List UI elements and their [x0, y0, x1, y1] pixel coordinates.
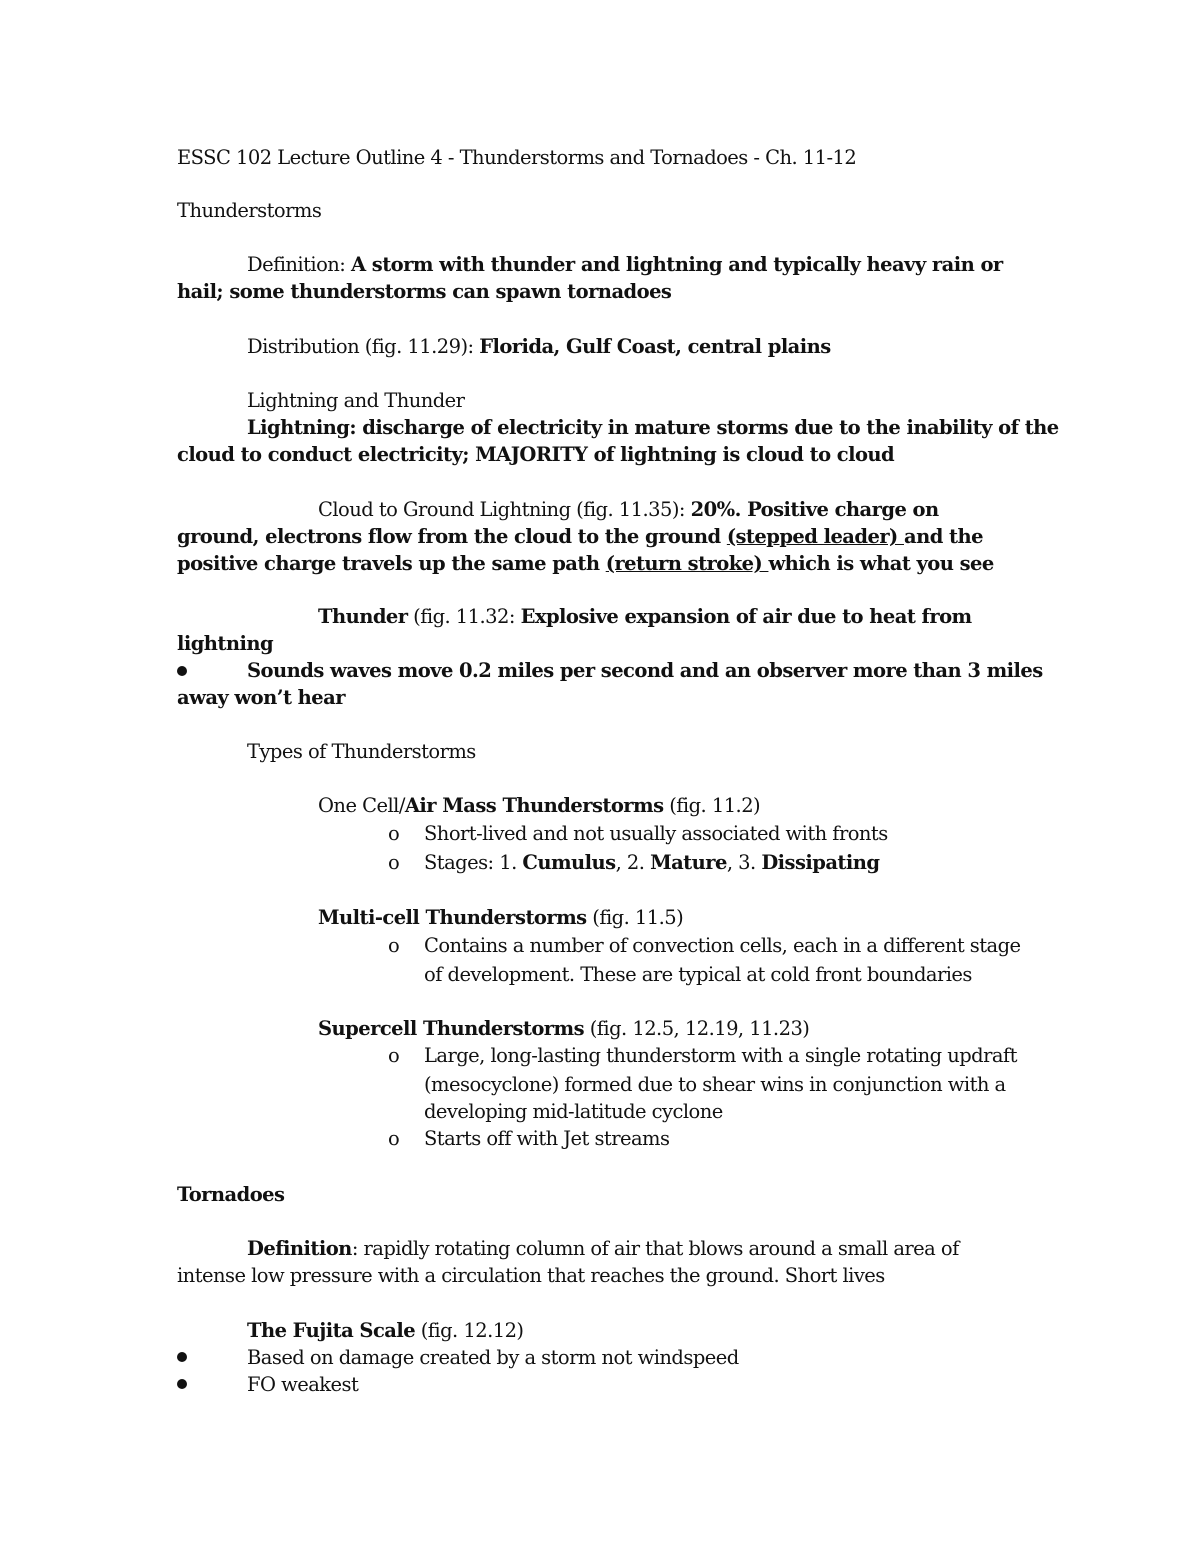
cloud-ground-line-2 — [177, 523, 983, 550]
lightning-line-2 — [177, 441, 894, 468]
lightning-label: Lightning — [247, 416, 350, 439]
multi-cell-title — [318, 904, 683, 931]
one-cell-item-1: Short-lived and not usually associated with fronts — [424, 822, 888, 845]
one-cell-fig: (fig. 11.2) — [663, 794, 761, 817]
tornado-definition-label: Definition — [247, 1237, 352, 1260]
return-stroke: (return stroke) — [605, 552, 769, 575]
definition-label: Definition: — [247, 253, 351, 276]
supercell-title — [318, 1015, 809, 1042]
fujita-title-text: The Fujita Scale — [247, 1319, 416, 1342]
supercell-item-1-cont-1: (mesocyclone) formed due to shear wins in conjunction with a — [424, 1073, 1006, 1096]
fujita-item-2: FO weakest — [247, 1373, 359, 1396]
multi-cell-item-1-cont: of development. These are typical at cold front boundaries — [424, 963, 972, 986]
multi-cell-title-text: Multi-cell Thunderstorms — [318, 906, 587, 929]
lightning-line-1 — [247, 414, 1059, 441]
cloud-ground-label: Cloud to Ground Lightning (fig. 11.35): — [318, 498, 691, 521]
stages-label: Stages: 1. — [424, 851, 523, 874]
one-cell-title-a: One Cell/ — [318, 794, 405, 817]
cloud-ground-line-1 — [318, 496, 939, 523]
thunder-line-1 — [318, 603, 972, 630]
section-heading-tornadoes — [177, 1181, 284, 1208]
one-cell-title — [318, 792, 760, 819]
sound-line-2 — [177, 684, 345, 711]
thunder-label: Thunder — [318, 605, 408, 628]
stage-mature: Mature — [650, 851, 727, 874]
tornado-definition-line-2: intense low pressure with a circulation that reaches the ground. Short lives — [177, 1264, 885, 1287]
stage-sep-2: , 3. — [726, 851, 762, 874]
supercell-item-1: Large, long-lasting thunderstorm with a single rotating updraft — [424, 1044, 1017, 1067]
definition-text: A storm with thunder and lightning and typically heavy rain or — [350, 253, 1003, 276]
sound-text-cont: away won’t hear — [177, 686, 345, 709]
lightning-text-cont: cloud to conduct electricity; MAJORITY of lightning is cloud to cloud — [177, 443, 895, 466]
fujita-title — [247, 1317, 524, 1344]
supercell-title-text: Supercell Thunderstorms — [318, 1017, 585, 1040]
tornado-definition-text: : rapidly rotating column of air that blows around a small area of — [351, 1237, 959, 1260]
definition-text-cont: hail; some thunderstorms can spawn tornadoes — [177, 280, 672, 303]
multi-cell-fig: (fig. 11.5) — [586, 906, 684, 929]
tornadoes-heading-text: Tornadoes — [177, 1183, 285, 1206]
thunder-line-2 — [177, 630, 273, 657]
cloud-ground-text-2a: ground, electrons flow from the cloud to the ground — [177, 525, 727, 548]
circle-bullet-icon: o — [388, 1127, 400, 1150]
cloud-ground-text-2b: and the — [903, 525, 983, 548]
supercell-fig: (fig. 12.5, 12.19, 11.23) — [584, 1017, 810, 1040]
stage-cumulus: Cumulus — [522, 851, 616, 874]
cloud-ground-text-3a: positive charge travels up the same path — [177, 552, 606, 575]
sound-text: Sounds waves move 0.2 miles per second and an observer more than 3 miles — [247, 659, 1043, 682]
fujita-fig: (fig. 12.12) — [415, 1319, 524, 1342]
bullet-icon — [177, 1352, 187, 1362]
bullet-icon — [177, 666, 187, 676]
thunder-text: Explosive expansion of air due to heat from — [520, 605, 972, 628]
distribution-text: Florida, Gulf Coast, central plains — [479, 335, 831, 358]
circle-bullet-icon: o — [388, 934, 400, 957]
supercell-item-2: Starts off with Jet streams — [424, 1127, 670, 1150]
supercell-item-1-cont-2: developing mid-latitude cyclone — [424, 1100, 723, 1123]
one-cell-title-b: Air Mass Thunderstorms — [404, 794, 664, 817]
sound-line-1 — [247, 657, 1043, 684]
stepped-leader: (stepped leader) — [726, 525, 904, 548]
one-cell-item-2 — [424, 849, 879, 876]
definition-line-2 — [177, 278, 671, 305]
lightning-text: : discharge of electricity in mature storms due to the inability of the — [349, 416, 1059, 439]
document-title: ESSC 102 Lecture Outline 4 - Thunderstorms and Tornadoes - Ch. 11-12 — [177, 146, 857, 169]
circle-bullet-icon: o — [388, 851, 400, 874]
types-heading: Types of Thunderstorms — [247, 740, 476, 763]
definition-line-1 — [247, 251, 1003, 278]
bullet-icon — [177, 1379, 187, 1389]
thunder-fig: (fig. 11.32: — [407, 605, 521, 628]
multi-cell-item-1: Contains a number of convection cells, each in a different stage — [424, 934, 1021, 957]
section-heading-thunderstorms: Thunderstorms — [177, 199, 322, 222]
distribution-label: Distribution (fig. 11.29): — [247, 335, 480, 358]
lightning-thunder-heading: Lightning and Thunder — [247, 389, 465, 412]
stage-sep-1: , 2. — [615, 851, 651, 874]
tornado-definition-line-1 — [247, 1235, 959, 1262]
thunder-text-cont: lightning — [177, 632, 274, 655]
cloud-ground-text-3b: which is what you see — [768, 552, 994, 575]
stage-dissipating: Dissipating — [761, 851, 880, 874]
cloud-ground-line-3 — [177, 550, 994, 577]
fujita-item-1: Based on damage created by a storm not windspeed — [247, 1346, 739, 1369]
circle-bullet-icon: o — [388, 1044, 400, 1067]
cloud-ground-text: 20%. Positive charge on — [690, 498, 939, 521]
circle-bullet-icon: o — [388, 822, 400, 845]
distribution-line — [247, 333, 831, 360]
